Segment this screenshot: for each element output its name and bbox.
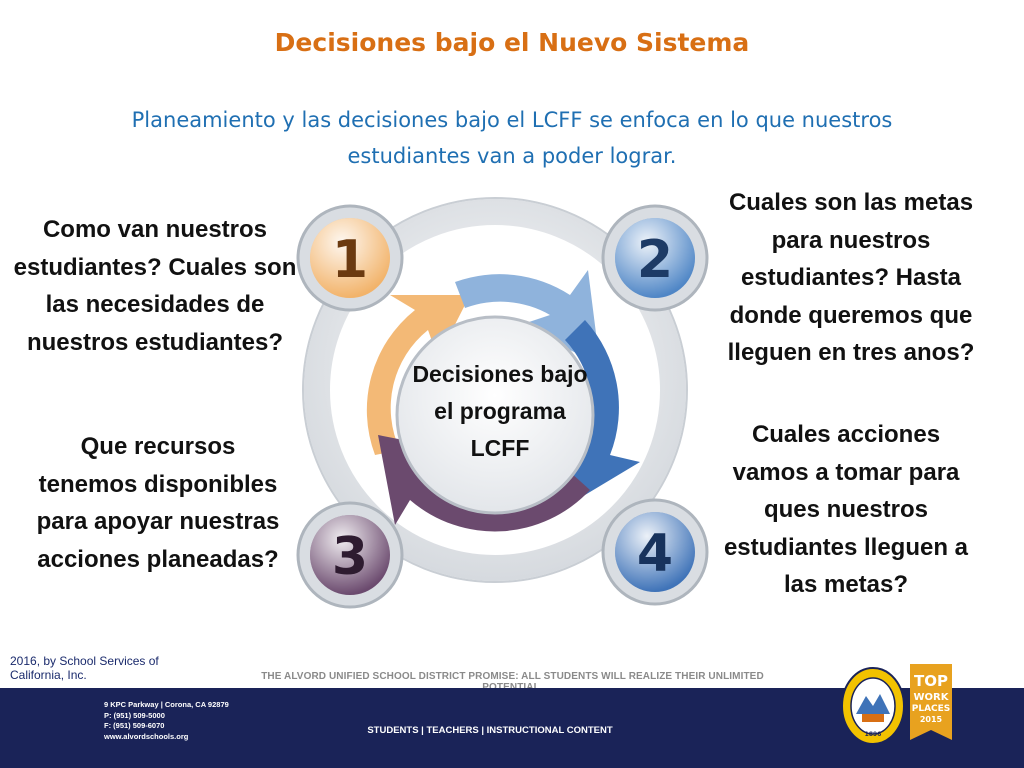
question-4: Cuales acciones vamos a tomar para ques nuestros estudiantes lleguen a las metas?: [723, 421, 969, 598]
slide-title: Decisiones bajo el Nuevo Sistema: [274, 28, 750, 57]
badge-1: [298, 206, 402, 310]
badge-4-number: 4: [636, 524, 674, 584]
badge-4: [603, 500, 707, 604]
cycle-center-label: Decisiones bajo el programa LCFF: [412, 361, 588, 461]
badge-3-number: 3: [331, 527, 369, 587]
fax-line: F: (951) 509-6070: [104, 721, 165, 730]
question-1: Como van nuestros estudiantes? Cuales son las necesidades de nuestros estudiantes?: [13, 216, 297, 356]
award-line-1: TOP: [914, 672, 948, 690]
badge-2: [603, 206, 707, 310]
copyright-credit: 2016, by School Services of California, Inc.: [10, 654, 159, 682]
district-address: [104, 700, 229, 742]
question-3: Que recursos tenemos disponibles para apoyar nuestras acciones planeadas?: [36, 433, 280, 573]
award-line-4: 2015: [919, 715, 943, 724]
address-line: 9 KPC Parkway | Corona, CA 92879: [104, 700, 229, 709]
top-workplaces-badge: [906, 660, 956, 748]
award-line-3: PLACES: [911, 704, 951, 714]
badge-3: [298, 503, 402, 607]
seal-year: 1896: [864, 731, 882, 738]
award-line-2: WORK: [913, 692, 949, 703]
slide-subtitle: Planeamiento y las decisiones bajo el LCFF se enfoca en lo que nuestros estudiantes van a poder lograr.: [131, 108, 893, 168]
phone-line: P: (951) 509-5000: [104, 710, 165, 720]
website-line: www.alvordschools.org: [104, 731, 189, 741]
badge-2-number: 2: [636, 230, 674, 290]
district-seal-logo: [840, 666, 906, 746]
question-2: Cuales son las metas para nuestros estudiantes? Hasta donde queremos que lleguen en tres anos?: [727, 189, 975, 366]
district-promise: THE ALVORD UNIFIED SCHOOL DISTRICT PROMISE: ALL STUDENTS WILL REALIZE THEIR UNLIMITED: [261, 671, 764, 682]
footer-tagline: STUDENTS | TEACHERS | INSTRUCTIONAL CONTENT: [367, 725, 613, 736]
badge-1-number: 1: [331, 230, 369, 290]
